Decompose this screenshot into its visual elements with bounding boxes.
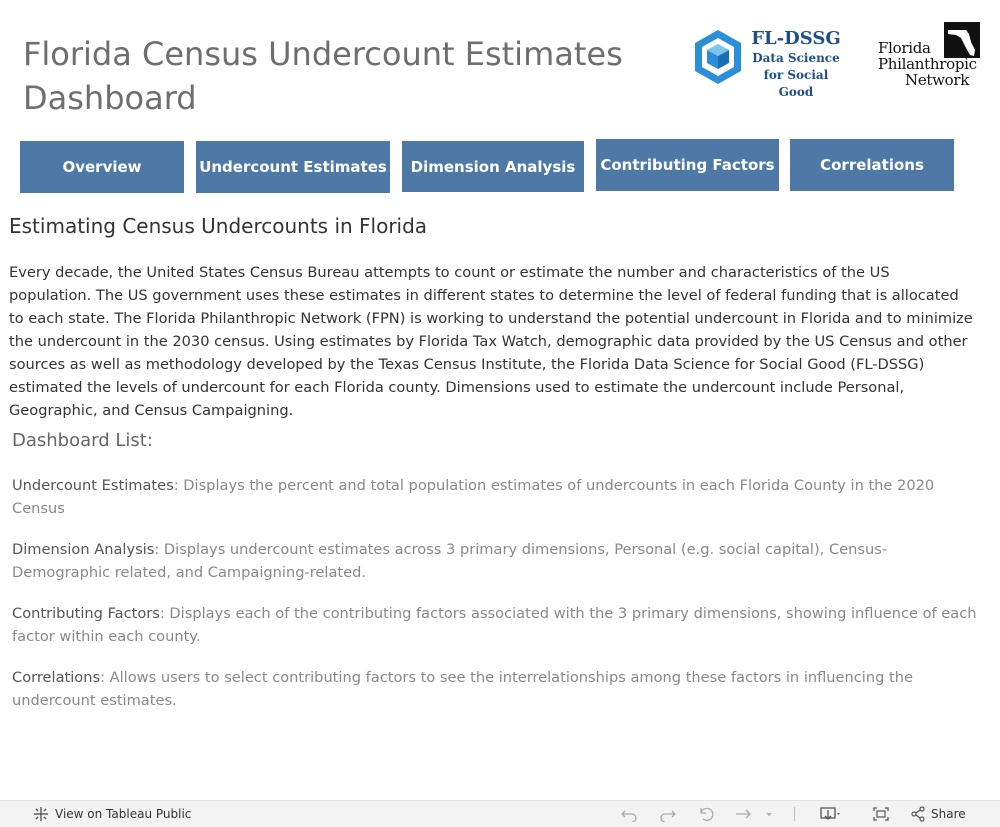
- nav-overview-button[interactable]: Overview: [20, 141, 184, 193]
- nav-correlations-button[interactable]: Correlations: [790, 139, 954, 191]
- list-item-desc: : Displays each of the contributing factors associated with the 3 primary dimensions, showing influence of each factor within each county.: [12, 605, 977, 645]
- list-item-desc: : Allows users to select contributing factors to see the interrelationships among these factors in influencing the undercount estimates.: [12, 669, 913, 709]
- dashboard-list-title: Dashboard List:: [12, 430, 153, 451]
- list-item-undercount: [12, 474, 977, 520]
- nav-undercount-estimates-button[interactable]: Undercount Estimates: [196, 141, 390, 193]
- nav-contributing-factors-button[interactable]: Contributing Factors: [596, 139, 779, 191]
- fpn-logo: [878, 22, 993, 94]
- download-icon[interactable]: [820, 806, 842, 822]
- revert-icon[interactable]: [698, 806, 716, 822]
- cube-logo-icon: [692, 28, 744, 86]
- list-item-desc: : Displays the percent and total population estimates of undercounts in each Florida County in the 2020 Census: [12, 477, 935, 517]
- share-icon: [910, 806, 926, 822]
- fpn-logo-line3: Network: [905, 71, 970, 89]
- view-on-tableau-label: View on Tableau Public: [55, 807, 192, 821]
- fpn-logo-line2: Philanthropic: [878, 55, 977, 73]
- undo-icon[interactable]: [620, 806, 638, 822]
- list-item-name: Dimension Analysis: [12, 541, 155, 558]
- chevron-down-icon[interactable]: [764, 806, 774, 822]
- redo-icon[interactable]: [659, 806, 677, 822]
- share-button[interactable]: [910, 806, 966, 822]
- list-item-name: Contributing Factors: [12, 605, 160, 622]
- refresh-icon[interactable]: [734, 806, 756, 822]
- tableau-logo-icon: [33, 806, 49, 822]
- view-on-tableau-link[interactable]: [33, 806, 191, 822]
- page-title: Florida Census Undercount Estimates Dashboard: [23, 35, 623, 117]
- list-item-correlations: [12, 666, 977, 712]
- list-item-name: Undercount Estimates: [12, 477, 174, 494]
- tableau-toolbar: [0, 800, 1000, 827]
- dssg-logo-sub2: for Social Good: [763, 68, 829, 99]
- dssg-logo-sub1: Data Science: [752, 51, 840, 65]
- dssg-logo-name: FL-DSSG: [751, 28, 841, 49]
- intro-paragraph: Every decade, the United States Census Bureau attempts to count or estimate the number and characteristics of the US population. The US government uses these estimates in different states to determine the level of federal funding that is allocated to each state. The Florida Philanthropic Network (FPN) is working to understand the potential undercount in Florida and to minimize the undercount in the 2030 census. Using estimates by Florida Tax Watch, demographic data provided by the US Census and other sources as well as methodology developed by the Texas Census Institute, the Florida Data Science for Social Good (FL-DSSG) estimated the levels of undercount for each Florida county. Dimensions used to estimate the undercount include Personal, Geographic, and Census Campaigning.: [9, 264, 973, 419]
- list-item-name: Correlations: [12, 669, 101, 686]
- fpn-logo-line1: Florida: [878, 39, 931, 57]
- section-heading: Estimating Census Undercounts in Florida: [9, 214, 428, 238]
- list-item-desc: : Displays undercount estimates across 3 primary dimensions, Personal (e.g. social capital), Census-Demographic related, and Campaigning-related.: [12, 541, 888, 581]
- share-label: Share: [931, 807, 966, 821]
- list-item-contributing: [12, 602, 977, 648]
- fullscreen-icon[interactable]: [872, 806, 890, 822]
- toolbar-divider: [794, 807, 795, 821]
- fl-dssg-logo: [692, 28, 852, 99]
- nav-dimension-analysis-button[interactable]: Dimension Analysis: [402, 141, 584, 192]
- list-item-dimension: [12, 538, 977, 584]
